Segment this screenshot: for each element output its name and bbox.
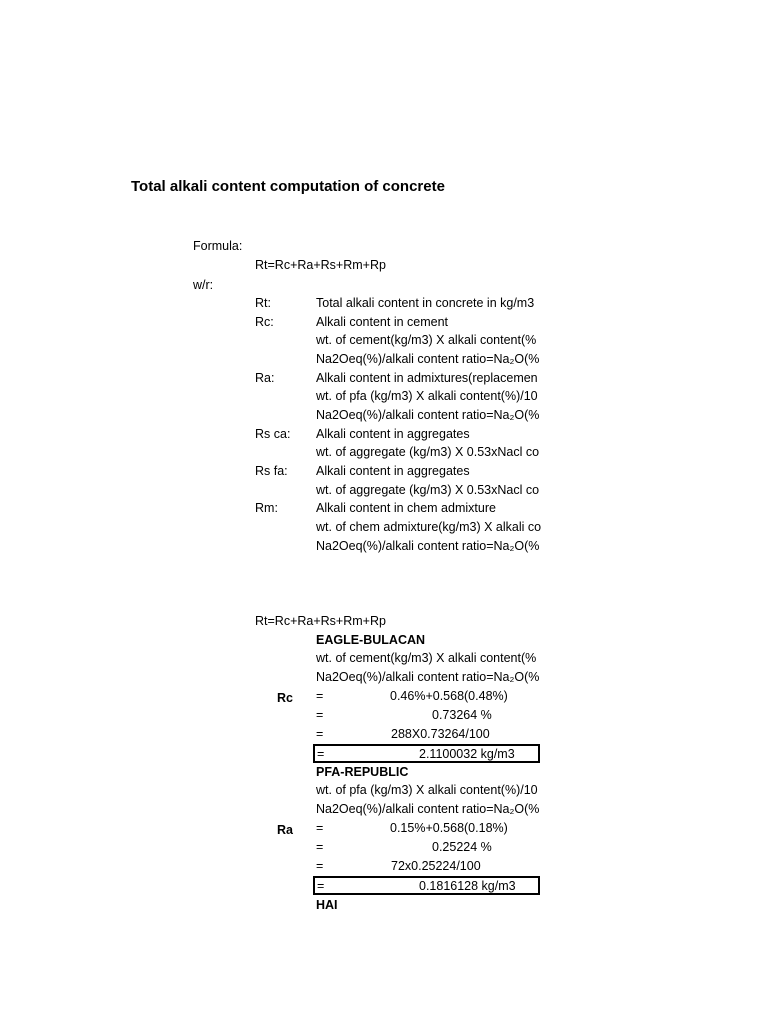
ra-line: wt. of pfa (kg/m3) X alkali content(%)/10 — [316, 783, 538, 797]
wr-label: w/r: — [193, 278, 214, 292]
def-text: Na2Oeq(%)/alkali content ratio=Na₂O(% — [316, 539, 540, 553]
def-symbol-ra: Ra: — [255, 371, 275, 385]
ra-step: 72x0.25224/100 — [391, 859, 481, 873]
rc-source-heading: EAGLE-BULACAN — [316, 633, 426, 647]
hai-source-heading: HAI — [316, 898, 338, 912]
rc-step: 288X0.73264/100 — [391, 727, 490, 741]
equals-sign: = — [316, 689, 324, 703]
equals-sign: = — [316, 821, 324, 835]
equals-sign: = — [316, 840, 324, 854]
def-symbol-rs-ca: Rs ca: — [255, 427, 291, 441]
ra-step: 0.25224 % — [432, 840, 492, 854]
def-symbol-rc: Rc: — [255, 315, 274, 329]
def-text: Na2Oeq(%)/alkali content ratio=Na₂O(% — [316, 408, 540, 422]
rc-line: Na2Oeq(%)/alkali content ratio=Na₂O(% — [316, 670, 540, 684]
equals-sign: = — [316, 859, 324, 873]
def-symbol-rt: Rt: — [255, 296, 271, 310]
def-text: Alkali content in chem admixture — [316, 501, 496, 515]
rc-symbol: Rc — [277, 691, 293, 705]
formula-label: Formula: — [193, 239, 243, 253]
ra-result-box — [313, 876, 540, 895]
ra-step: 0.15%+0.568(0.18%) — [390, 821, 508, 835]
def-text: Alkali content in cement — [316, 315, 449, 329]
page-title: Total alkali content computation of concrete — [131, 178, 445, 195]
def-text: Alkali content in aggregates — [316, 464, 470, 478]
ra-line: Na2Oeq(%)/alkali content ratio=Na₂O(% — [316, 802, 540, 816]
ra-source-heading: PFA-REPUBLIC — [316, 765, 409, 779]
ra-result: 0.1816128 kg/m3 — [419, 879, 516, 893]
def-text: wt. of pfa (kg/m3) X alkali content(%)/10 — [316, 389, 538, 403]
equals-sign: = — [316, 727, 324, 741]
def-text: Total alkali content in concrete in kg/m3 — [316, 296, 535, 310]
rc-result: 2.1100032 kg/m3 — [419, 747, 515, 761]
rc-step: 0.46%+0.568(0.48%) — [390, 689, 508, 703]
def-text: wt. of cement(kg/m3) X alkali content(% — [316, 333, 537, 347]
def-symbol-rs-fa: Rs fa: — [255, 464, 288, 478]
equals-sign: = — [317, 879, 325, 893]
def-text: Na2Oeq(%)/alkali content ratio=Na₂O(% — [316, 352, 540, 366]
def-symbol-rm: Rm: — [255, 501, 278, 515]
def-text: wt. of chem admixture(kg/m3) X alkali co — [316, 520, 542, 534]
ra-symbol: Ra — [277, 823, 293, 837]
def-text: Alkali content in admixtures(replacemen — [316, 371, 538, 385]
def-text: wt. of aggregate (kg/m3) X 0.53xNacl co — [316, 445, 540, 459]
equals-sign: = — [316, 708, 324, 722]
computation-formula: Rt=Rc+Ra+Rs+Rm+Rp — [255, 614, 386, 628]
formula: Rt=Rc+Ra+Rs+Rm+Rp — [255, 258, 386, 272]
def-text: wt. of aggregate (kg/m3) X 0.53xNacl co — [316, 483, 540, 497]
equals-sign: = — [317, 747, 325, 761]
rc-step: 0.73264 % — [432, 708, 492, 722]
rc-line: wt. of cement(kg/m3) X alkali content(% — [316, 651, 537, 665]
rc-result-box — [313, 744, 540, 763]
def-text: Alkali content in aggregates — [316, 427, 470, 441]
